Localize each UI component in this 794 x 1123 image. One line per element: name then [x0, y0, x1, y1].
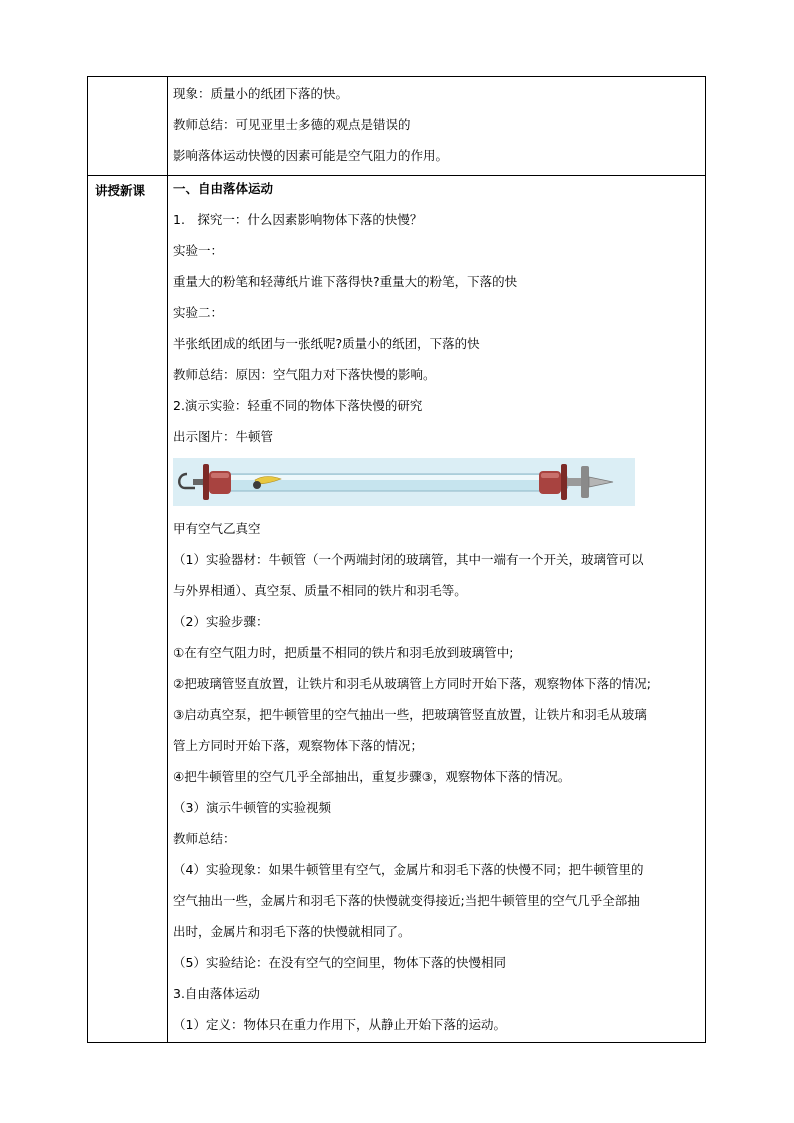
experiment-2-title: 实验二： — [173, 305, 224, 320]
lesson-table — [87, 76, 706, 1043]
left-cap-highlight — [211, 473, 229, 478]
top-line-2: 教师总结：可见亚里士多德的观点是错误的 — [173, 117, 411, 132]
demo-title: 2.演示实验：轻重不同的物体下落快慢的研究 — [173, 398, 423, 413]
section-label: 讲授新课 — [95, 183, 146, 198]
right-flange — [561, 464, 567, 500]
conclusion-line: （5）实验结论：在没有空气的空间里，物体下落的快慢相同 — [173, 955, 506, 970]
show-image-line: 出示图片：牛顿管 — [173, 429, 274, 444]
step-3-line-1: ③启动真空泵，把牛顿管里的空气抽出一些，把玻璃管竖直放置，让铁片和羽毛从玻璃 — [173, 707, 647, 722]
top-line-3: 影响落体运动快慢的因素可能是空气阻力的作用。 — [173, 148, 449, 163]
steps-title: （2）实验步骤： — [173, 614, 269, 629]
step-2: ②把玻璃管竖直放置，让铁片和羽毛从玻璃管上方同时开始下落，观察物体下落的情况; — [173, 676, 651, 691]
newton-tube-image — [173, 458, 635, 506]
column-divider — [167, 77, 168, 1042]
valve-handle — [581, 466, 589, 498]
top-line-1: 现象：质量小的纸团下落的快。 — [173, 86, 349, 101]
valve-body — [567, 478, 581, 486]
experiment-1-title: 实验一： — [173, 243, 224, 258]
section-heading: 一、自由落体运动 — [173, 181, 274, 196]
materials-line-1: （1）实验器材：牛顿管（一个两端封闭的玻璃管，其中一端有一个开关，玻璃管可以 — [173, 552, 644, 567]
experiment-2-text: 半张纸团成的纸团与一张纸呢?质量小的纸团，下落的快 — [173, 336, 480, 351]
step-4: ④把牛顿管里的空气几乎全部抽出，重复步骤③，观察物体下落的情况。 — [173, 769, 571, 784]
step-3-line-2: 管上方同时开始下落，观察物体下落的情况； — [173, 738, 424, 753]
phenomenon-line-1: （4）实验现象：如果牛顿管里有空气，金属片和羽毛下落的快慢不同；把牛顿管里的 — [173, 862, 644, 877]
materials-line-2: 与外界相通）、真空泵、质量不相同的铁片和羽毛等。 — [173, 583, 467, 598]
experiment-1-text: 重量大的粉笔和轻薄纸片谁下落得快?重量大的粉笔，下落的快 — [173, 274, 518, 289]
question-1: 1. 探究一：什么因素影响物体下落的快慢？ — [173, 212, 423, 227]
phenomenon-line-2: 空气抽出一些，金属片和羽毛下落的快慢就变得接近;当把牛顿管里的空气几乎全部抽 — [173, 893, 640, 908]
iron-piece-icon — [253, 481, 261, 489]
definition-line: （1）定义：物体只在重力作用下，从静止开始下落的运动。 — [173, 1017, 506, 1032]
right-cap-highlight — [541, 473, 559, 478]
left-flange — [203, 464, 209, 500]
row-divider — [88, 175, 705, 176]
teacher-summary-2: 教师总结： — [173, 831, 236, 846]
step-1: ①在有空气阻力时，把质量不相同的铁片和羽毛放到玻璃管中; — [173, 645, 514, 660]
teacher-summary-1: 教师总结：原因：空气阻力对下落快慢的影响。 — [173, 367, 436, 382]
video-line: （3）演示牛顿管的实验视频 — [173, 800, 331, 815]
free-fall-title: 3.自由落体运动 — [173, 986, 260, 1001]
phenomenon-line-3: 出时，金属片和羽毛下落的快慢就相同了。 — [173, 924, 411, 939]
image-caption: 甲有空气乙真空 — [173, 521, 261, 536]
